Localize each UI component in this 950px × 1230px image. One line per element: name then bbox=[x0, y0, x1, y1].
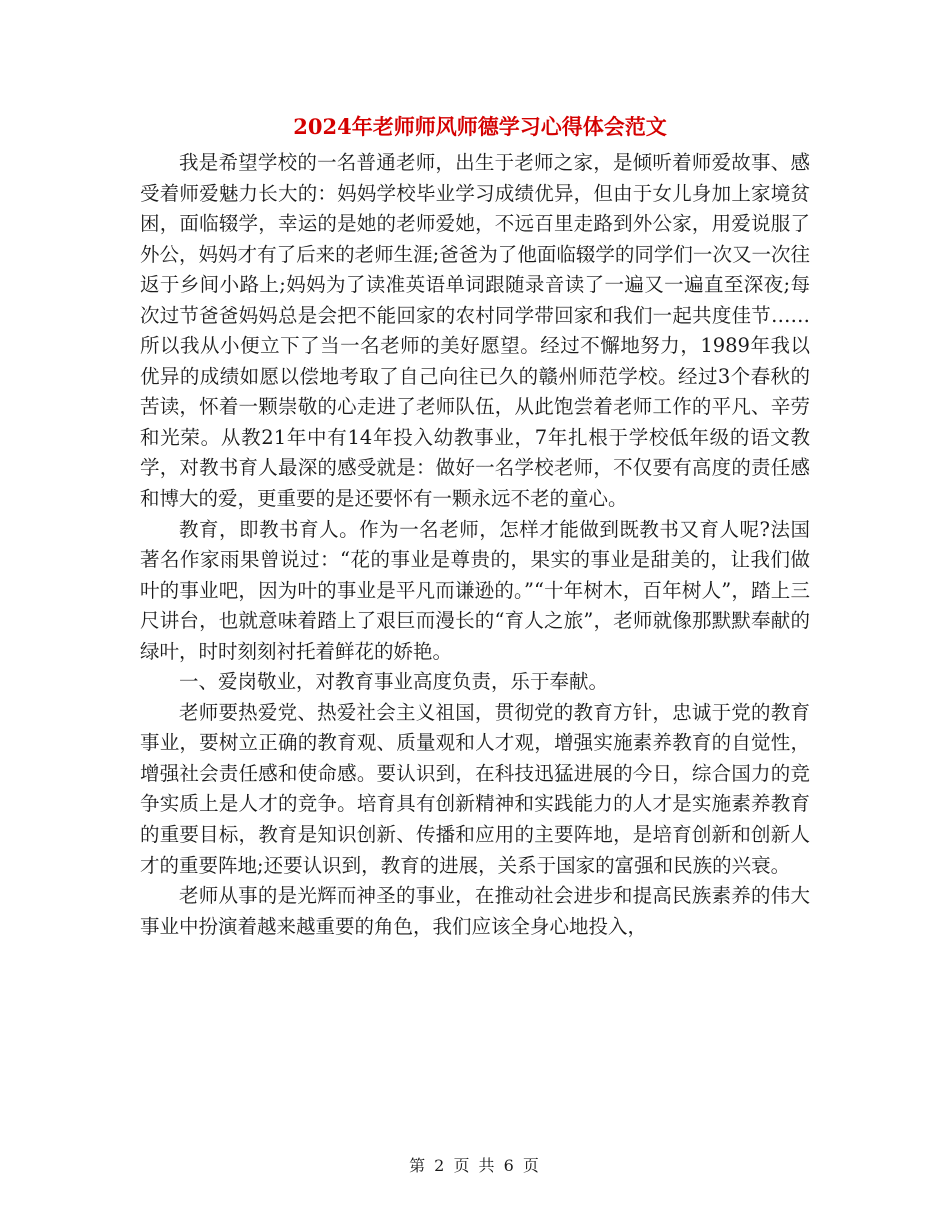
paragraph-education: 教育，即教书育人。作为一名老师，怎样才能做到既教书又育人呢?法国著名作家雨果曾说过：“花的事业是尊贵的，果实的事业是甜美的，让我们做叶的事业吧，因为叶的事业是平凡而谦逊的。”“十年树木，百年树人”，踏上三尺讲台，也就意味着踏上了艰巨而漫长的“育人之旅”，老师就像那默默奉献的绿叶，时时刻刻衬托着鲜花的娇艳。 bbox=[140, 517, 810, 663]
paragraph-intro: 我是希望学校的一名普通老师，出生于老师之家，是倾听着师爱故事、感受着师爱魅力长大的：妈妈学校毕业学习成绩优异，但由于女儿身加上家境贫困，面临辍学，幸运的是她的老师爱她，不远百里走路到外公家，用爱说服了外公，妈妈才有了后来的老师生涯;爸爸为了他面临辍学的同学们一次又一次往返于乡间小路上;妈妈为了读准英语单词跟随录音读了一遍又一遍直至深夜;每次过节爸爸妈妈总是会把不能回家的农村同学带回家和我们一起共度佳节……所以我从小便立下了当一名老师的美好愿望。经过不懈地努力，1989年我以优异的成绩如愿以偿地考取了自己向往已久的赣州师范学校。经过3个春秋的苦读，怀着一颗崇敬的心走进了老师队伍，从此饱尝着老师工作的平凡、辛劳和光荣。从教21年中有14年投入幼教事业，7年扎根于学校低年级的语文教学，对教书育人最深的感受就是：做好一名学校老师，不仅要有高度的责任感和博大的爱，更重要的是还要怀有一颗永远不老的童心。 bbox=[140, 151, 810, 511]
section-heading-1: 一、爱岗敬业，对教育事业高度负责，乐于奉献。 bbox=[179, 670, 609, 694]
paragraph-party-education: 老师要热爱党、热爱社会主义祖国，贯彻党的教育方针，忠诚于党的教育事业，要树立正确的教育观、质量观和人才观，增强实施素养教育的自觉性，增强社会责任感和使命感。要认识到，在科技迅猛进展的今日，综合国力的竞争实质上是人才的竞争。培育具有创新精神和实践能力的人才是实施素养教育的重要目标，教育是知识创新、传播和应用的主要阵地，是培育创新和创新人才的重要阵地;还要认识到，教育的进展，关系于国家的富强和民族的兴衰。 bbox=[140, 700, 810, 877]
document-title: 2024年老师师风师德学习心得体会范文 bbox=[293, 114, 667, 139]
paragraph-mission: 老师从事的是光辉而神圣的事业，在推动社会进步和提高民族素养的伟大事业中扮演着越来越重要的角色，我们应该全身心地投入， bbox=[140, 884, 810, 938]
document-body bbox=[140, 148, 810, 942]
page-footer: 第 2 页 共 6 页 bbox=[409, 1156, 541, 1175]
